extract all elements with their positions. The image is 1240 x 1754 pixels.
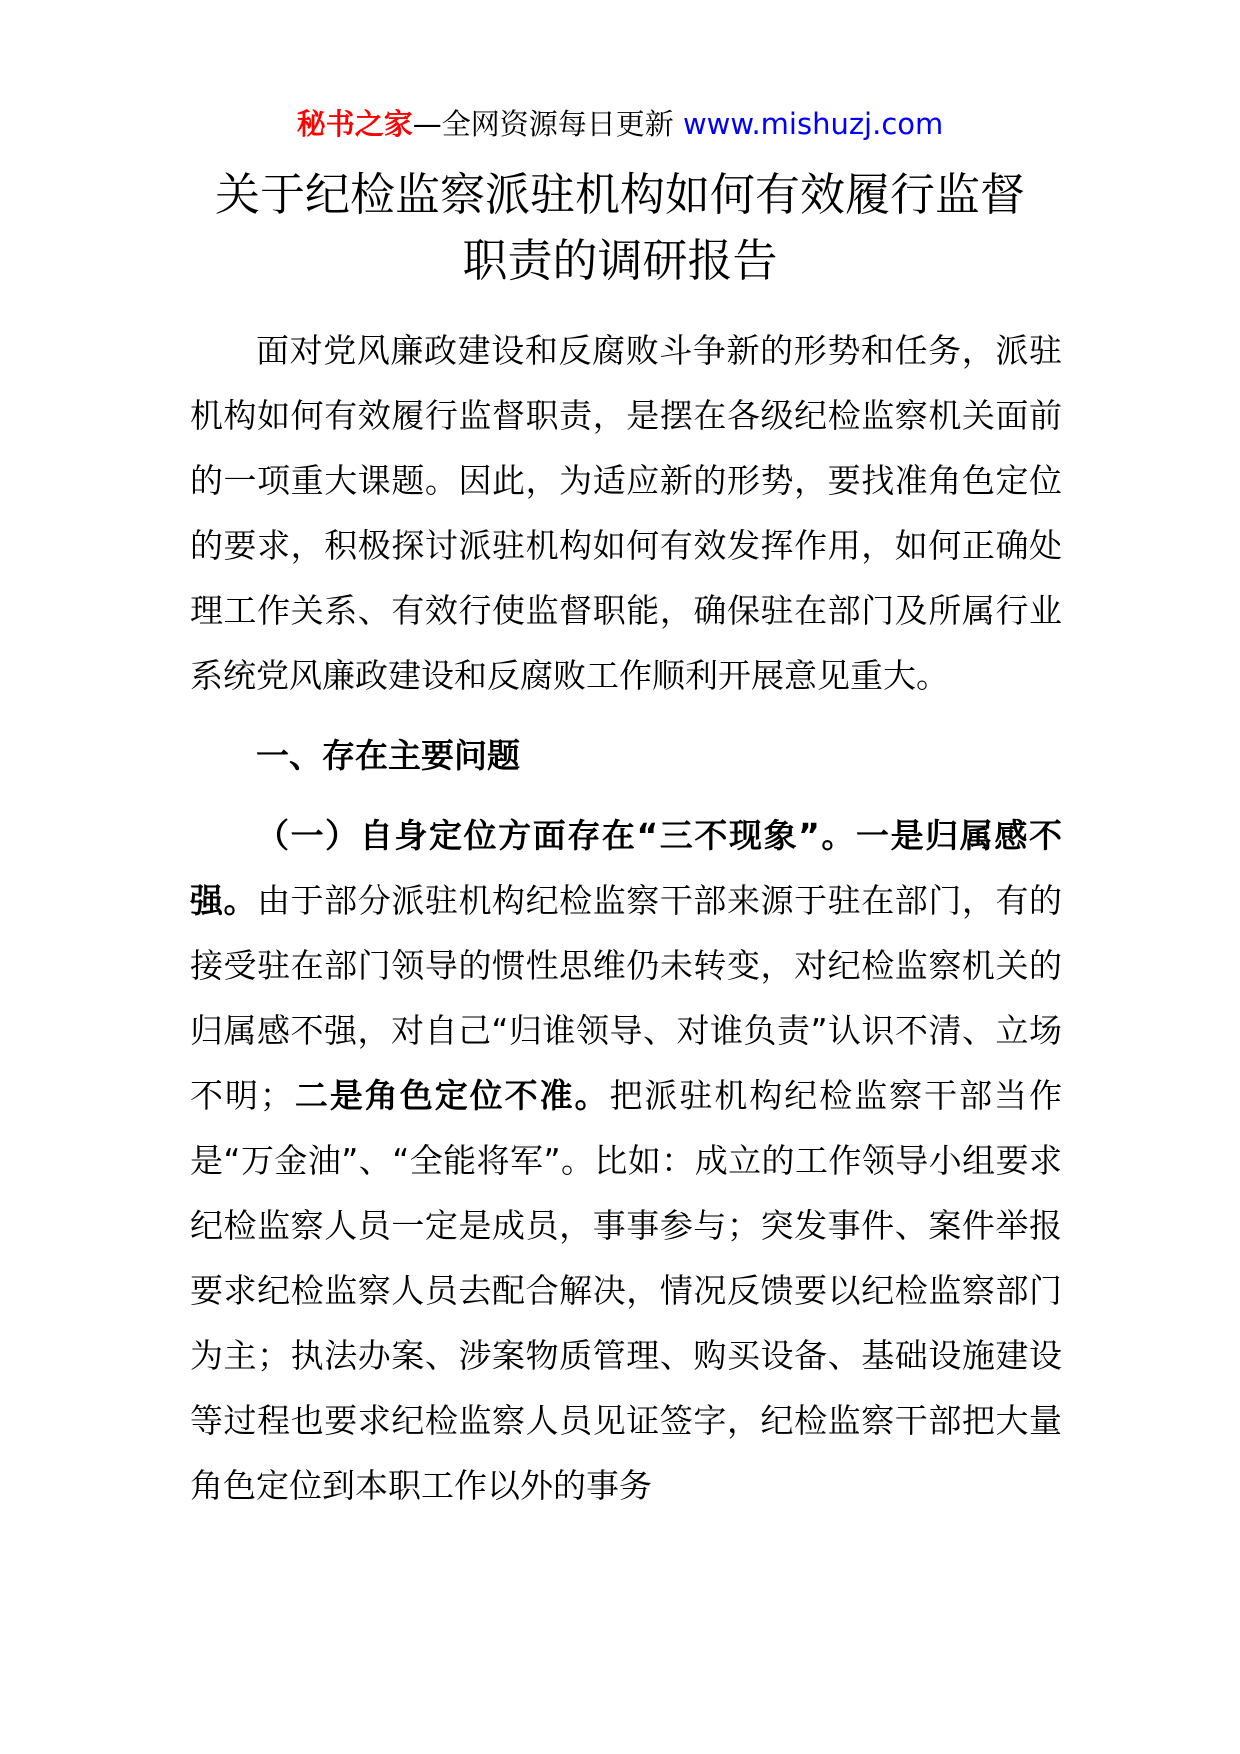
document-body (190, 318, 1062, 1518)
title-line-1: 关于纪检监察派驻机构如何有效履行监督 (214, 168, 1025, 221)
section-heading: 一、存在主要问题 (256, 736, 520, 775)
point-2-heading: 二是角色定位不准。 (292, 1076, 610, 1115)
point-2-text: 把派驻机构纪检监察干部当作是“万金油”、“全能将军”。比如：成立的工作领导小组要求纪检监察人员一定是成员，事事参与；突发事件、案件举报要求纪检监察人员去配合解决，情况反馈要以纪检监察部门为主；执法办案、涉案物质管理、购买设备、基础设施建设等过程也要求纪检监察人员见证签字，纪检监察干部把大量角色定位到本职工作以外的事务 (190, 1076, 1063, 1505)
site-header (0, 102, 1240, 146)
document-title (0, 162, 1240, 294)
title-line-2: 职责的调研报告 (462, 234, 778, 287)
intro-paragraph: 面对党风廉政建设和反腐败斗争新的形势和任务，派驻机构如何有效履行监督职责，是摆在各级纪检监察机关面前的一项重大课题。因此，为适应新的形势，要找准角色定位的要求，积极探讨派驻机构如何有效发挥作用，如何正确处理工作关系、有效行使监督职能，确保驻在部门及所属行业系统党风廉政建设和反腐败工作顺利开展意见重大。 (190, 331, 1062, 695)
subsection-paragraph (190, 803, 1062, 1518)
site-brand: 秘书之家 (296, 107, 413, 141)
point-1-text: 由于部分派驻机构纪检监察干部来源于驻在部门，有的接受驻在部门领导的惯性思维仍未转变，对纪检监察机关的归属感不强，对自己“归谁领导、对谁负责”认识不清、立场不明； (190, 881, 1063, 1115)
site-url[interactable]: www.mishuzj.com (682, 107, 944, 141)
point-1-heading: 一是归属感不强。 (190, 816, 1062, 920)
subsection-heading: （一）自身定位方面存在“三不现象”。 (256, 816, 857, 855)
site-tagline: —全网资源每日更新 (412, 107, 683, 141)
